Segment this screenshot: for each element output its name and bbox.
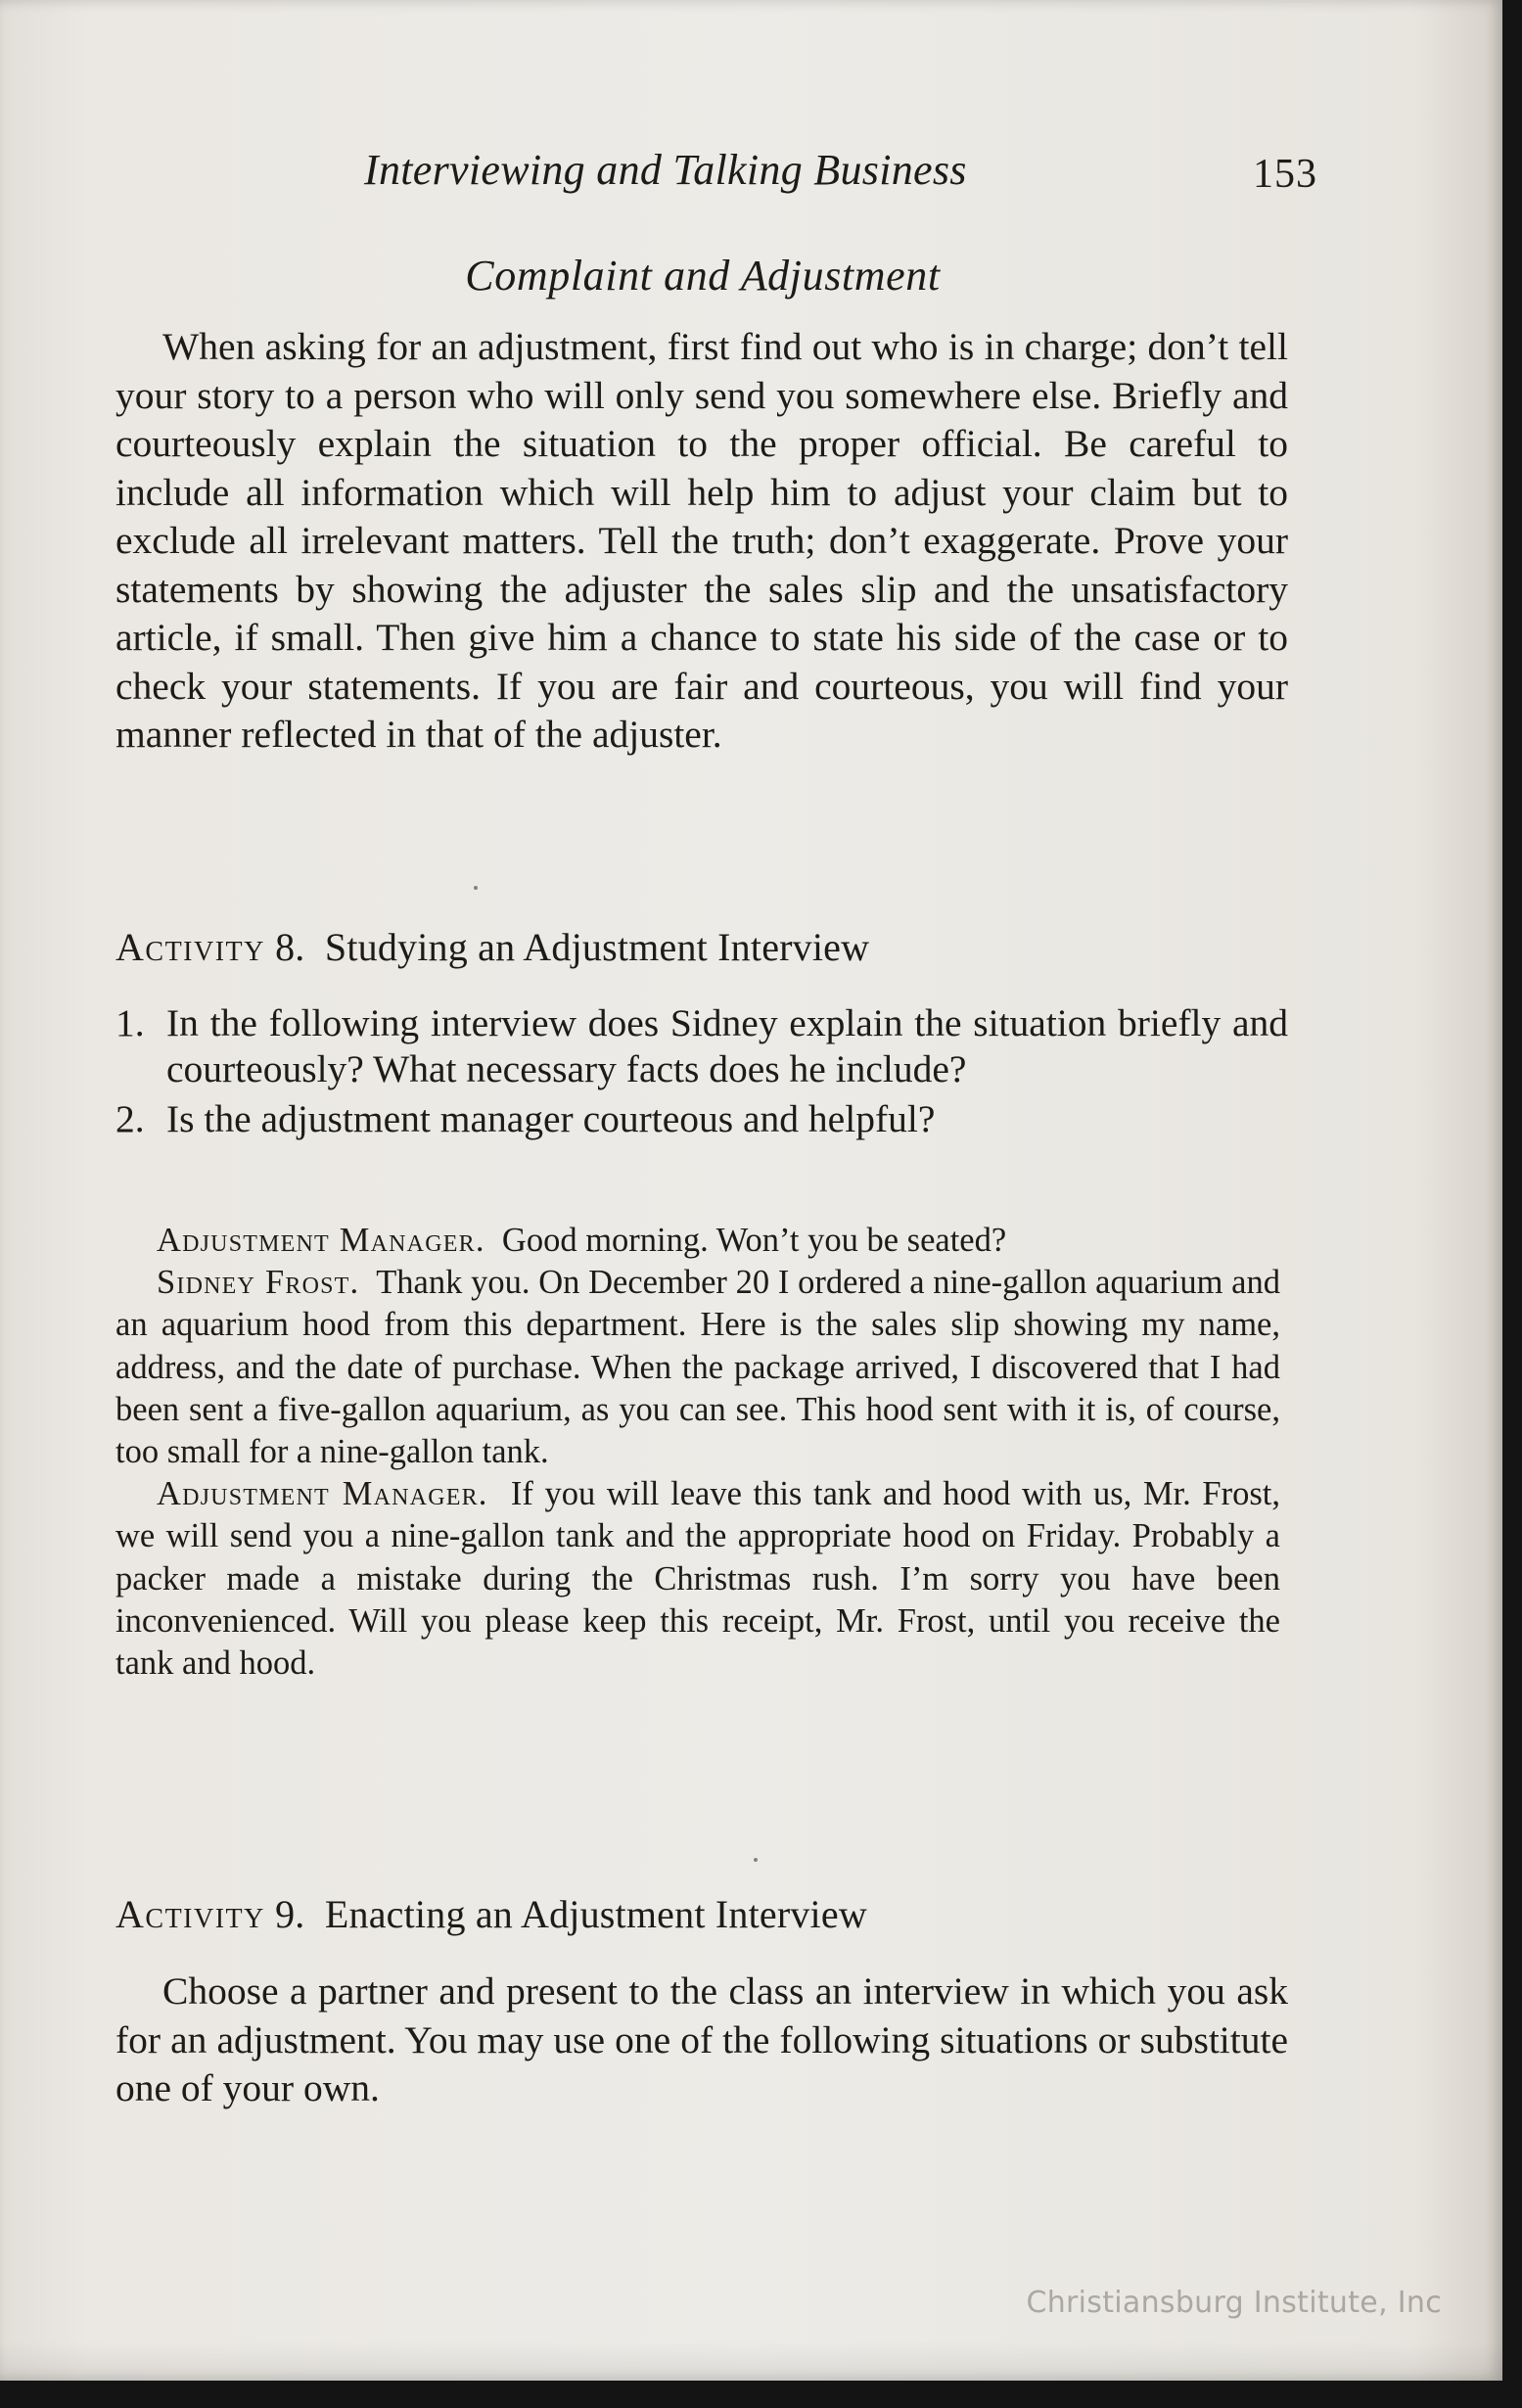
question-text: Is the adjustment manager courteous and helpful? (166, 1097, 936, 1140)
question-item (115, 1096, 1288, 1142)
question-number: 1. (115, 1001, 145, 1044)
dialogue-line: Good morning. Won’t you be seated? (501, 1222, 1007, 1259)
activity-number: 8. (275, 925, 305, 969)
page-number: 153 (1253, 152, 1317, 197)
dialogue-line: If you will leave this tank and hood with us, Mr. Frost, we will send you a nine-gallon tank and the appropriate hood on Friday. Probably a packer made a mistake during the Christmas rush. I’m sorry you have been inconvenienced. Will you please keep this receipt, Mr. Frost, until you receive the tank and hood. (115, 1475, 1280, 1683)
activity-label: Activity (115, 925, 265, 969)
section-heading: Complaint and Adjustment (465, 252, 941, 300)
activity-title: Studying an Adjustment Interview (324, 925, 870, 969)
intro-paragraph: When asking for an adjustment, first find out who is in charge; don’t tell your story to a person who will only send you somewhere else. Briefly and courteously explain the situation to the proper official. Be careful to include all information which will help him to adjust your claim but to exclude all irrelevant matters. Tell the truth; don’t exaggerate. Prove your statements by showing the adjuster the sales slip and the unsatisfactory article, if small. Then give him a chance to state his side of the case or to check your statements. If you are fair and courteous, you will find your manner reflected in that of the adjuster. (115, 325, 1288, 756)
running-title: Interviewing and Talking Business (364, 146, 967, 194)
question-list (115, 1000, 1288, 1146)
activity-number: 9. (275, 1892, 305, 1936)
dialogue-turn (115, 1262, 1280, 1473)
activity-label: Activity (115, 1892, 265, 1936)
dialogue-turn (115, 1473, 1280, 1685)
speaker-name: Sidney Frost. (157, 1264, 360, 1302)
activity-9-heading (115, 1891, 867, 1937)
activity-title: Enacting an Adjustment Interview (324, 1892, 867, 1936)
watermark: Christiansburg Institute, Inc (1026, 2286, 1442, 2320)
paper-speck (754, 1858, 758, 1862)
speaker-name: Adjustment Manager. (157, 1222, 485, 1259)
running-head (115, 145, 1317, 204)
dialogue-line: Thank you. On December 20 I ordered a nine-gallon aquarium and an aquarium hood from this department. Here is the sales slip showing my name, address, and the date of purchase. When the package arrived, I discovered that I had been sent a five-gallon aquarium, as you can see. This hood sent with it is, of course, too small for a nine-gallon tank. (115, 1264, 1280, 1471)
activity-8-heading (115, 924, 869, 970)
speaker-name: Adjustment Manager. (157, 1475, 488, 1513)
question-item (115, 1000, 1288, 1092)
closing-paragraph: Choose a partner and present to the class an interview in which you ask for an adjustment. You may use one of the following situations or substitute one of your own. (115, 1969, 1288, 2109)
question-number: 2. (115, 1097, 145, 1140)
interview-dialogue (115, 1220, 1280, 1685)
paper-speck (474, 886, 478, 890)
question-text: In the following interview does Sidney explain the situation briefly and courteously? What necessary facts does he include? (166, 1001, 1288, 1090)
dialogue-turn (115, 1220, 1280, 1262)
